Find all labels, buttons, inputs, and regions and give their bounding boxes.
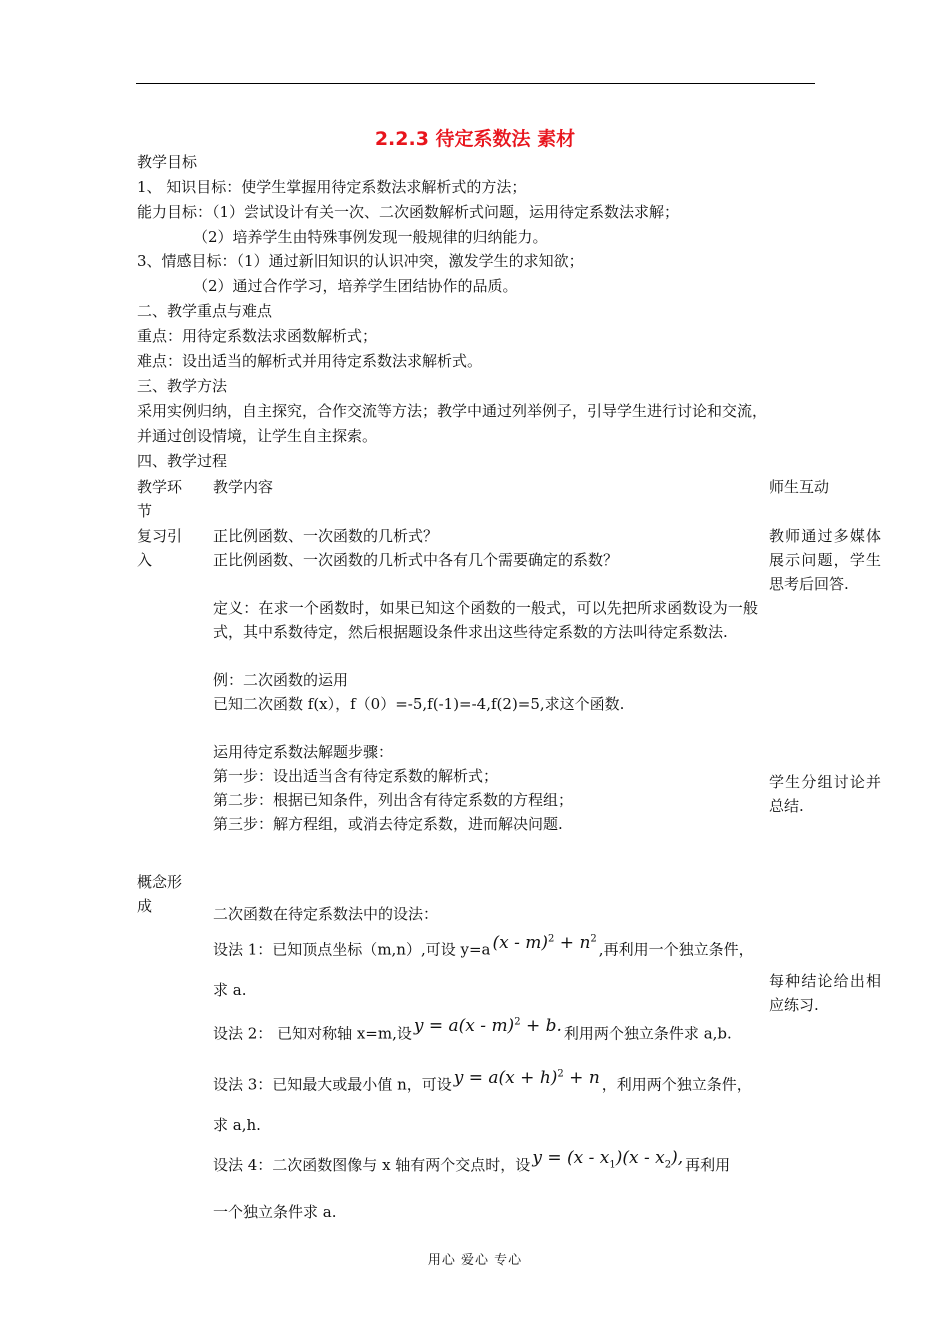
section-key-points: 二、教学重点与难点	[137, 302, 273, 320]
ability-goal-1: 能力目标：（1）尝试设计有关一次、二次函数解析式问题，运用待定系数法求解；	[137, 203, 680, 221]
method-3-cont: 求 a,h.	[213, 1115, 261, 1134]
emotion-goal-1: 3、情感目标：（1）通过新旧知识的认识冲突，激发学生的求知欲；	[137, 252, 584, 270]
method-3: 设法 3：已知最大或最小值 n，可设 $y = a(x + h)^2 + n$ ，利用两个独立条件，	[213, 1067, 752, 1094]
review-content	[213, 524, 758, 836]
page-footer: 用心 爱心 专心	[427, 1253, 523, 1268]
review-question-2: 正比例函数、一次函数的几析式中各有几个需要确定的系数？	[213, 551, 619, 569]
header-stage: 教学环节	[137, 478, 183, 520]
section-process: 四、教学过程	[137, 452, 228, 470]
steps-title: 运用待定系数法解题步骤：	[213, 743, 394, 761]
stage-concept: 概念形成	[137, 873, 183, 915]
method-1-cont: 求 a.	[213, 980, 247, 999]
difficulty: 难点：设出适当的解析式并用待定系数法求解析式。	[137, 352, 483, 370]
header-interaction: 师生互动	[769, 478, 830, 496]
formula-roots: $y = (x - x_1)(x - x_2)$,	[532, 1147, 684, 1171]
formula-vertex: $(x - m)^2 + n^2$	[492, 932, 597, 953]
review-question-1: 正比例函数、一次函数的几析式？	[213, 527, 439, 545]
header-content: 教学内容	[213, 478, 274, 496]
section-method: 三、教学方法	[137, 377, 228, 395]
section-objectives: 教学目标	[137, 153, 198, 171]
interaction-3: 每种结论给出相应练习.	[769, 972, 881, 1014]
method-2: 设法 2： 已知对称轴 x=m,设 y = a(x - m)$^2$ + b. 利用两个独立条件求 a,b.	[213, 1016, 732, 1043]
method-4: 设法 4：二次函数图像与 x 轴有两个交点时，设 $y = (x - x_1)(x - x_2)$, 再利用	[213, 1147, 731, 1174]
stage-review: 复习引入	[137, 527, 183, 569]
ability-goal-2: （2）培养学生由特殊事例发现一般规律的归纳能力。	[193, 228, 548, 246]
emotion-goal-2: （2）通过合作学习，培养学生团结协作的品质。	[193, 277, 518, 295]
knowledge-goal: 1、 知识目标：使学生掌握用待定系数法求解析式的方法；	[137, 178, 527, 196]
concept-heading: 二次函数在待定系数法中的设法：	[213, 905, 439, 923]
step-3: 第三步：解方程组，或消去待定系数，进而解决问题.	[213, 815, 563, 833]
header-rule	[136, 83, 815, 84]
interaction-2: 学生分组讨论并总结.	[769, 773, 881, 815]
definition: 定义：在求一个函数时，如果已知这个函数的一般式，可以先把所求函数设为一般式，其中系数待定，然后根据题设条件求出这些待定系数的方法叫待定系数法.	[213, 599, 758, 641]
step-1: 第一步：设出适当含有待定系数的解析式；	[213, 767, 499, 785]
interaction-1: 教师通过多媒体展示问题，学生思考后回答.	[769, 527, 881, 593]
method-1: 设法 1：已知顶点坐标（m,n）,可设 y=a $(x - m)^2 + n^2$,再利用一个独立条件，	[213, 932, 754, 959]
formula-axis: y = a(x - m)$^2$ + b.	[413, 1016, 562, 1037]
page-title: 2.2.3 待定系数法 素材	[374, 128, 576, 150]
method-line-1: 采用实例归纳，自主探究，合作交流等方法；教学中通过列举例子，引导学生进行讨论和交流，	[137, 402, 768, 420]
formula-extreme: $y = a(x + h)^2 + n$	[453, 1067, 600, 1088]
method-4-cont: 一个独立条件求 a.	[213, 1203, 337, 1222]
example-text: 已知二次函数 f(x），f（0）=-5,f(-1)=-4,f(2)=5,求这个函数.	[213, 695, 625, 713]
concept-content	[213, 902, 758, 1232]
step-2: 第二步：根据已知条件，列出含有待定系数的方程组；	[213, 791, 574, 809]
method-line-2: 并通过创设情境，让学生自主探索。	[137, 427, 378, 445]
key-point: 重点：用待定系数法求函数解析式；	[137, 327, 378, 345]
example-title: 例：二次函数的运用	[213, 671, 349, 689]
